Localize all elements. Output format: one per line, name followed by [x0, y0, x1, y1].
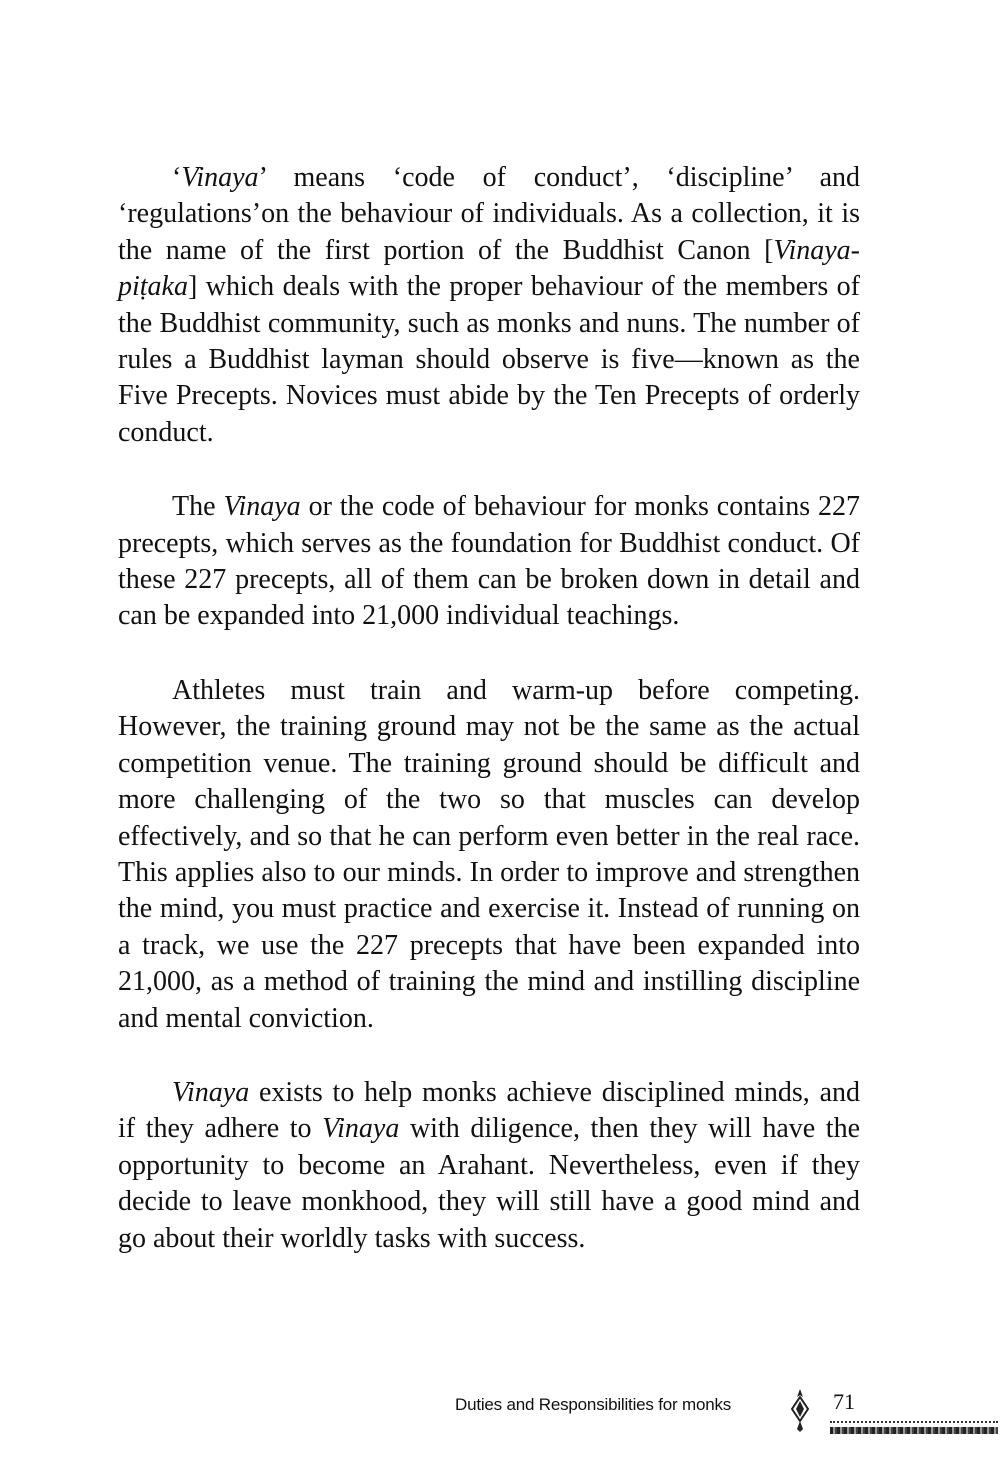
italic-term: Vinaya-piṭaka	[118, 234, 860, 303]
italic-term: Vinaya	[223, 491, 301, 523]
page-footer	[0, 1385, 1000, 1445]
italic-term: Vinaya	[172, 1076, 250, 1108]
footer-dotted-rule	[830, 1421, 998, 1423]
text-run: Athletes must train and warm-up before competing. However, the training ground may not be the same as the actual competition venue. The training ground should be difficult and more challenging of the two so that muscles can develop effectively, and so that he can perform even better in the real race. This applies also to our minds. In order to improve and strengthen the mind, you must practice and exercise it. Instead of running on a track, we use the 227 precepts that have been expanded into 21,000, as a method of training the mind and instilling discipline and mental conviction.	[118, 674, 860, 1034]
italic-term: Vinaya	[181, 162, 259, 193]
text-run: exists to help monks achieve disciplined minds, and if they adhere to	[118, 1076, 860, 1145]
lotus-diamond-icon	[788, 1387, 812, 1433]
footer-pattern-band	[830, 1427, 998, 1434]
italic-term: Vinaya	[322, 1113, 400, 1145]
body-text	[118, 160, 860, 1295]
paragraph	[118, 489, 860, 635]
text-run: ] which deals with the proper behaviour of the members of the Buddhist community, such as monks and nuns. The number of rules a Buddhist layman should observe is five—known as the Five Precepts. Novices must abide by the Ten Precepts of orderly conduct.	[118, 271, 860, 448]
text-run: or the code of behaviour for monks contains 227 precepts, which serves as the foundation for Buddhist conduct. Of these 227 precepts, all of them can be broken down in detail and can be expanded into 21,000 individual teachings.	[118, 491, 861, 632]
paragraph	[118, 673, 860, 1037]
text-run: ‘	[172, 162, 182, 193]
text-run: The	[172, 491, 224, 523]
running-title: Duties and Responsibilities for monks	[455, 1395, 732, 1414]
paragraph	[118, 1075, 860, 1257]
text-run: with diligence, then they will have the opportunity to become an Arahant. Nevertheless, even if they decide to leave monkhood, they will still have a good mind and go about their worldly tasks with success.	[118, 1113, 860, 1254]
page-number: 71	[833, 1389, 855, 1414]
text-run: ’ means ‘code of conduct’, ‘discipline’ and ‘regulations’on the behaviour of individuals. As a collection, it is the name of the first portion of the Buddhist Canon [	[118, 162, 860, 266]
paragraph	[118, 160, 860, 451]
